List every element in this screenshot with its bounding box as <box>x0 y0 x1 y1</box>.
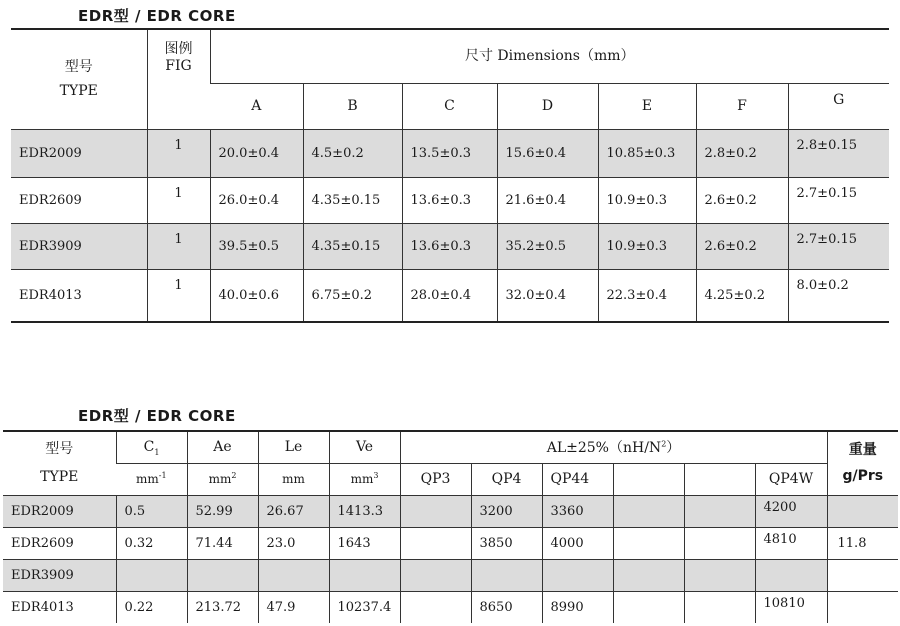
dim-b-cell: 4.35±0.15 <box>303 223 402 269</box>
qp3-cell <box>400 591 471 623</box>
dim-d-cell: 35.2±0.5 <box>497 223 598 269</box>
qp4-cell <box>471 559 542 591</box>
dim-c-cell: 13.5±0.3 <box>402 129 497 177</box>
dim-a-cell: 26.0±0.4 <box>210 177 303 223</box>
weight-header-cn: 重量 <box>848 442 877 459</box>
ve-unit <box>329 463 400 495</box>
ae-unit-base: mm <box>208 472 232 486</box>
empty-header-2 <box>684 463 755 495</box>
weight-cell <box>827 495 898 527</box>
type-header <box>3 431 116 495</box>
le-cell: 26.67 <box>258 495 329 527</box>
c1-header-base: C <box>143 439 155 456</box>
col-header-b: B <box>303 83 402 129</box>
qp3-header: QP3 <box>400 463 471 495</box>
le-cell: 47.9 <box>258 591 329 623</box>
dim-b-cell: 6.75±0.2 <box>303 269 402 322</box>
empty-header-1 <box>613 463 684 495</box>
table-row <box>11 177 889 223</box>
qp3-cell <box>400 495 471 527</box>
dim-a-cell: 20.0±0.4 <box>210 129 303 177</box>
empty-cell-2 <box>684 527 755 559</box>
type-cell: EDR3909 <box>3 559 116 591</box>
al-header-end: ） <box>666 440 681 457</box>
al-header-text: AL±25%（nH/N <box>546 440 662 457</box>
le-header: Le <box>258 431 329 463</box>
type-cell: EDR2609 <box>11 177 147 223</box>
dim-f-cell: 4.25±0.2 <box>696 269 788 322</box>
dim-c-cell: 13.6±0.3 <box>402 223 497 269</box>
qp4w-cell: 4200 <box>755 495 827 527</box>
ae-header: Ae <box>187 431 258 463</box>
fig-cell: 1 <box>147 269 210 322</box>
qp4-cell: 3850 <box>471 527 542 559</box>
type-header <box>11 29 147 129</box>
type-cell: EDR4013 <box>11 269 147 322</box>
qp44-cell: 3360 <box>542 495 613 527</box>
qp3-cell <box>400 527 471 559</box>
dim-d-cell: 15.6±0.4 <box>497 129 598 177</box>
qp44-header: QP44 <box>542 463 613 495</box>
ve-cell: 1413.3 <box>329 495 400 527</box>
ae-cell: 213.72 <box>187 591 258 623</box>
table-row <box>11 223 889 269</box>
type-header-en: TYPE <box>40 469 79 486</box>
type-cell: EDR2609 <box>3 527 116 559</box>
le-cell: 23.0 <box>258 527 329 559</box>
qp4-header: QP4 <box>471 463 542 495</box>
empty-cell-2 <box>684 559 755 591</box>
dimensions-header: 尺寸 Dimensions（mm） <box>210 29 889 83</box>
weight-cell <box>827 591 898 623</box>
c1-cell: 0.32 <box>116 527 187 559</box>
type-cell: EDR2009 <box>3 495 116 527</box>
col-header-d: D <box>497 83 598 129</box>
c1-unit <box>116 463 187 495</box>
table2-title: EDR型 / EDR CORE <box>78 407 236 425</box>
dim-f-cell: 2.6±0.2 <box>696 177 788 223</box>
table-row <box>11 269 889 322</box>
al-header-sup: 2 <box>661 439 667 449</box>
dim-e-cell: 22.3±0.4 <box>598 269 696 322</box>
dim-d-cell: 32.0±0.4 <box>497 269 598 322</box>
col-header-g: G <box>788 83 889 129</box>
empty-cell-1 <box>613 527 684 559</box>
fig-header-cn: 图例 <box>164 41 193 57</box>
fig-cell: 1 <box>147 129 210 177</box>
al-header <box>400 431 827 463</box>
col-header-e: E <box>598 83 696 129</box>
type-header-cn: 型号 <box>45 441 74 458</box>
empty-cell-1 <box>613 559 684 591</box>
dim-a-cell: 40.0±0.6 <box>210 269 303 322</box>
ve-header: Ve <box>329 431 400 463</box>
fig-header <box>147 29 210 129</box>
ve-unit-base: mm <box>350 472 374 486</box>
ve-cell: 1643 <box>329 527 400 559</box>
fig-cell: 1 <box>147 177 210 223</box>
ve-unit-sup: 3 <box>373 471 379 480</box>
empty-cell-2 <box>684 591 755 623</box>
dim-e-cell: 10.9±0.3 <box>598 223 696 269</box>
fig-cell: 1 <box>147 223 210 269</box>
qp3-cell <box>400 559 471 591</box>
qp4-cell: 8650 <box>471 591 542 623</box>
c1-header-sub: 1 <box>154 448 160 458</box>
qp44-cell: 4000 <box>542 527 613 559</box>
dim-g-cell: 2.8±0.15 <box>788 129 889 177</box>
qp44-cell: 8990 <box>542 591 613 623</box>
magnetic-parameters-table <box>3 430 898 623</box>
qp4w-cell: 4810 <box>755 527 827 559</box>
type-header-en: TYPE <box>59 83 98 100</box>
dim-g-cell: 8.0±0.2 <box>788 269 889 322</box>
ae-cell: 52.99 <box>187 495 258 527</box>
c1-cell <box>116 559 187 591</box>
c1-header <box>116 431 187 463</box>
dim-c-cell: 13.6±0.3 <box>402 177 497 223</box>
dim-e-cell: 10.85±0.3 <box>598 129 696 177</box>
dim-f-cell: 2.6±0.2 <box>696 223 788 269</box>
c1-cell: 0.5 <box>116 495 187 527</box>
table-row <box>11 129 889 177</box>
qp44-cell <box>542 559 613 591</box>
type-cell: EDR3909 <box>11 223 147 269</box>
col-header-f: F <box>696 83 788 129</box>
type-cell: EDR2009 <box>11 129 147 177</box>
le-unit: mm <box>258 463 329 495</box>
dim-b-cell: 4.5±0.2 <box>303 129 402 177</box>
c1-unit-sup: -1 <box>158 471 167 480</box>
table-row <box>3 559 898 591</box>
weight-cell: 11.8 <box>827 527 898 559</box>
ae-cell <box>187 559 258 591</box>
table-row <box>3 495 898 527</box>
ve-cell: 10237.4 <box>329 591 400 623</box>
ve-cell <box>329 559 400 591</box>
ae-cell: 71.44 <box>187 527 258 559</box>
dim-d-cell: 21.6±0.4 <box>497 177 598 223</box>
ae-unit-sup: 2 <box>231 471 237 480</box>
dim-g-cell: 2.7±0.15 <box>788 223 889 269</box>
qp4w-header: QP4W <box>755 463 827 495</box>
table-row <box>3 527 898 559</box>
dim-c-cell: 28.0±0.4 <box>402 269 497 322</box>
dim-e-cell: 10.9±0.3 <box>598 177 696 223</box>
weight-header-unit: g/Prs <box>842 468 884 485</box>
dim-a-cell: 39.5±0.5 <box>210 223 303 269</box>
empty-cell-2 <box>684 495 755 527</box>
ae-unit <box>187 463 258 495</box>
c1-cell: 0.22 <box>116 591 187 623</box>
table-row <box>3 591 898 623</box>
dim-g-cell: 2.7±0.15 <box>788 177 889 223</box>
empty-cell-1 <box>613 495 684 527</box>
type-header-cn: 型号 <box>64 59 93 76</box>
type-cell: EDR4013 <box>3 591 116 623</box>
dim-b-cell: 4.35±0.15 <box>303 177 402 223</box>
dimensions-table <box>11 28 889 323</box>
table1-title: EDR型 / EDR CORE <box>78 7 236 25</box>
fig-header-en: FIG <box>165 58 192 74</box>
dim-f-cell: 2.8±0.2 <box>696 129 788 177</box>
c1-unit-base: mm <box>135 472 159 486</box>
col-header-a: A <box>210 83 303 129</box>
empty-cell-1 <box>613 591 684 623</box>
le-cell <box>258 559 329 591</box>
qp4-cell: 3200 <box>471 495 542 527</box>
qp4w-cell <box>755 559 827 591</box>
col-header-c: C <box>402 83 497 129</box>
weight-cell <box>827 559 898 591</box>
qp4w-cell: 10810 <box>755 591 827 623</box>
weight-header <box>827 431 898 495</box>
